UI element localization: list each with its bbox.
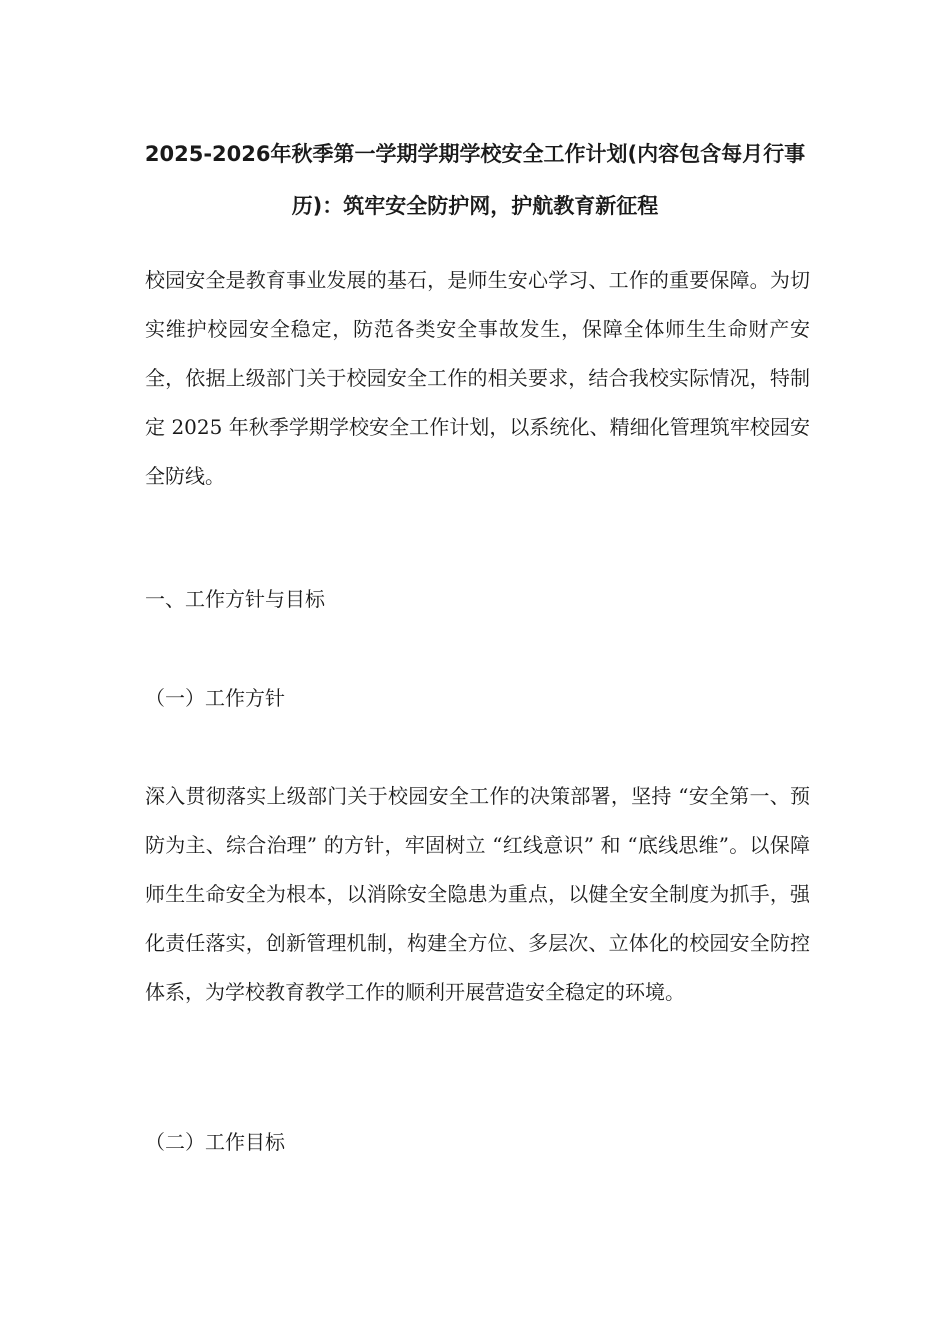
subsection-heading-policy: （一）工作方针 — [145, 686, 285, 710]
subsection-heading-goals: （二）工作目标 — [145, 1130, 285, 1154]
document-title: 2025-2026年秋季第一学期学期学校安全工作计划(内容包含每月行事历)：筑牢安全防护网，护航教育新征程 — [144, 142, 806, 218]
intro-paragraph: 校园安全是教育事业发展的基石，是师生安心学习、工作的重要保障。为切实维护校园安全稳定，防范各类安全事故发生，保障全体师生生命财产安全，依据上级部门关于校园安全工作的相关要求，结合我校实际情况，特制定 2025 年秋季学期学校安全工作计划，以系统化、精细化管理筑牢校园安全防线。 — [145, 268, 810, 488]
policy-paragraph: 深入贯彻落实上级部门关于校园安全工作的决策部署，坚持 “安全第一、预防为主、综合治理” 的方针，牢固树立 “红线意识” 和 “底线思维”。以保障师生生命安全为根本，以消除安全隐患为重点，以健全安全制度为抓手，强化责任落实，创新管理机制，构建全方位、多层次、立体化的校园安全防控体系，为学校教育教学工作的顺利开展营造安全稳定的环境。 — [145, 784, 810, 1004]
section-heading-policy-goals: 一、工作方针与目标 — [145, 587, 325, 611]
